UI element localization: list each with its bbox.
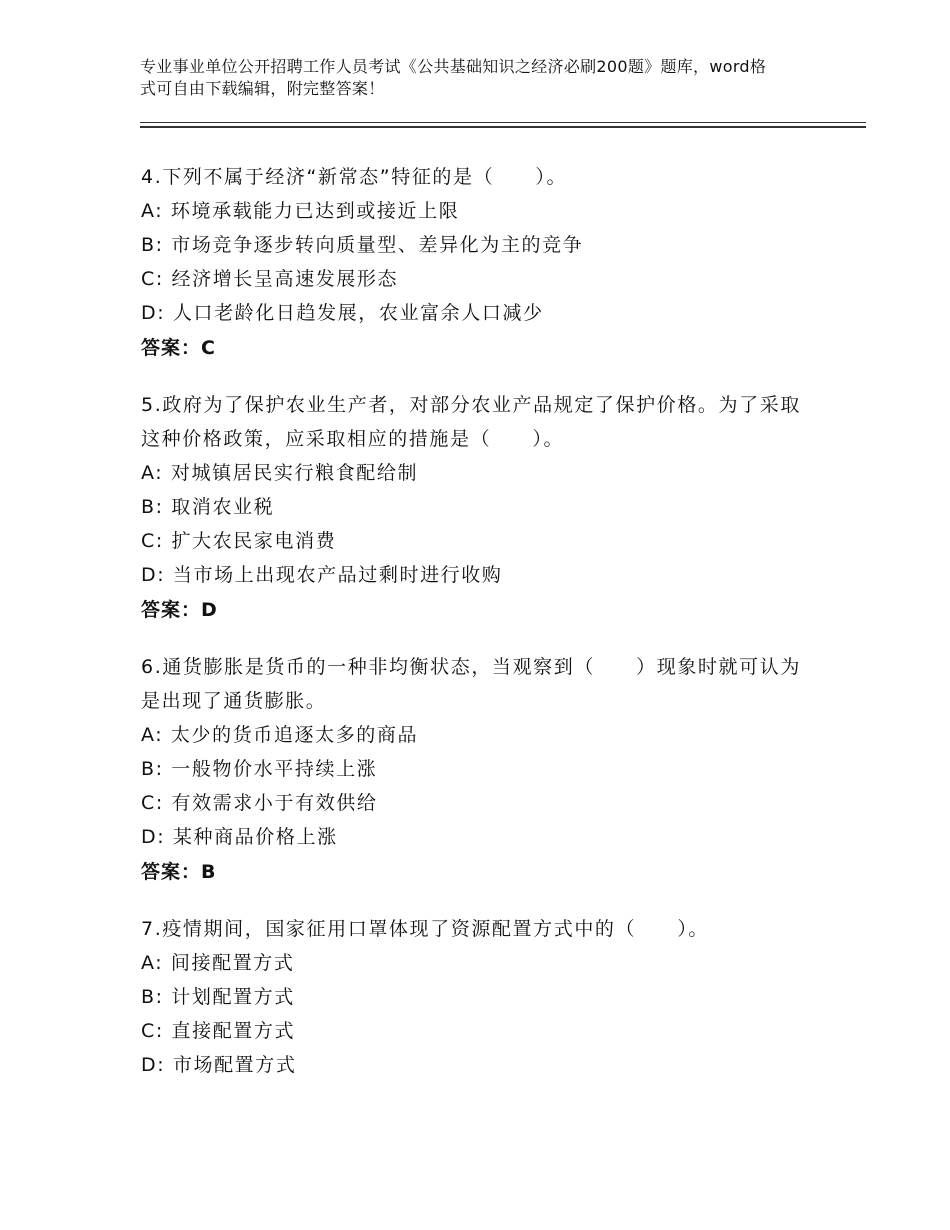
question-stem: 7.疫情期间，国家征用口罩体现了资源配置方式中的（ ）。: [141, 918, 710, 940]
question-stem: 6.通货膨胀是货币的一种非均衡状态，当观察到（ ）现象时就可认为是出现了通货膨胀。: [141, 656, 801, 712]
answer: 答案：B: [141, 861, 217, 883]
answer: 答案：D: [141, 599, 218, 621]
document-header: 专业事业单位公开招聘工作人员考试《公共基础知识之经济必刷200题》题库，word格式可自由下载编辑，附完整答案！: [140, 57, 767, 98]
option-b: B: 计划配置方式: [141, 986, 295, 1008]
answer: 答案：C: [141, 337, 216, 359]
header-divider-thick: [140, 126, 866, 128]
option-a: A: 环境承载能力已达到或接近上限: [141, 200, 460, 222]
option-a: A: 太少的货币追逐太多的商品: [141, 724, 419, 746]
question-stem: 5.政府为了保护农业生产者，对部分农业产品规定了保护价格。为了采取这种价格政策，应采取相应的措施是（ ）。: [141, 394, 801, 450]
option-c: C: 经济增长呈高速发展形态: [141, 268, 399, 290]
header-divider-thin: [140, 122, 866, 123]
option-b: B: 一般物价水平持续上涨: [141, 758, 378, 780]
question-stem: 4.下列不属于经济“新常态”特征的是（ ）。: [141, 166, 568, 188]
option-c: C: 有效需求小于有效供给: [141, 792, 378, 814]
question-6: [141, 650, 821, 890]
option-a: A: 对城镇居民实行粮食配给制: [141, 462, 419, 484]
question-7: [141, 912, 821, 1082]
option-b: B: 取消农业税: [141, 496, 275, 518]
question-4: [141, 160, 821, 366]
option-b: B: 市场竞争逐步转向质量型、差异化为主的竞争: [141, 234, 584, 256]
option-c: C: 扩大农民家电消费: [141, 530, 337, 552]
option-d: D: 当市场上出现农产品过剩时进行收购: [141, 564, 503, 586]
option-a: A: 间接配置方式: [141, 952, 295, 974]
option-c: C: 直接配置方式: [141, 1020, 296, 1042]
option-d: D: 人口老龄化日趋发展，农业富余人口减少: [141, 302, 544, 324]
option-d: D: 市场配置方式: [141, 1054, 297, 1076]
option-d: D: 某种商品价格上涨: [141, 826, 338, 848]
question-list: [141, 160, 821, 1104]
question-5: [141, 388, 821, 628]
